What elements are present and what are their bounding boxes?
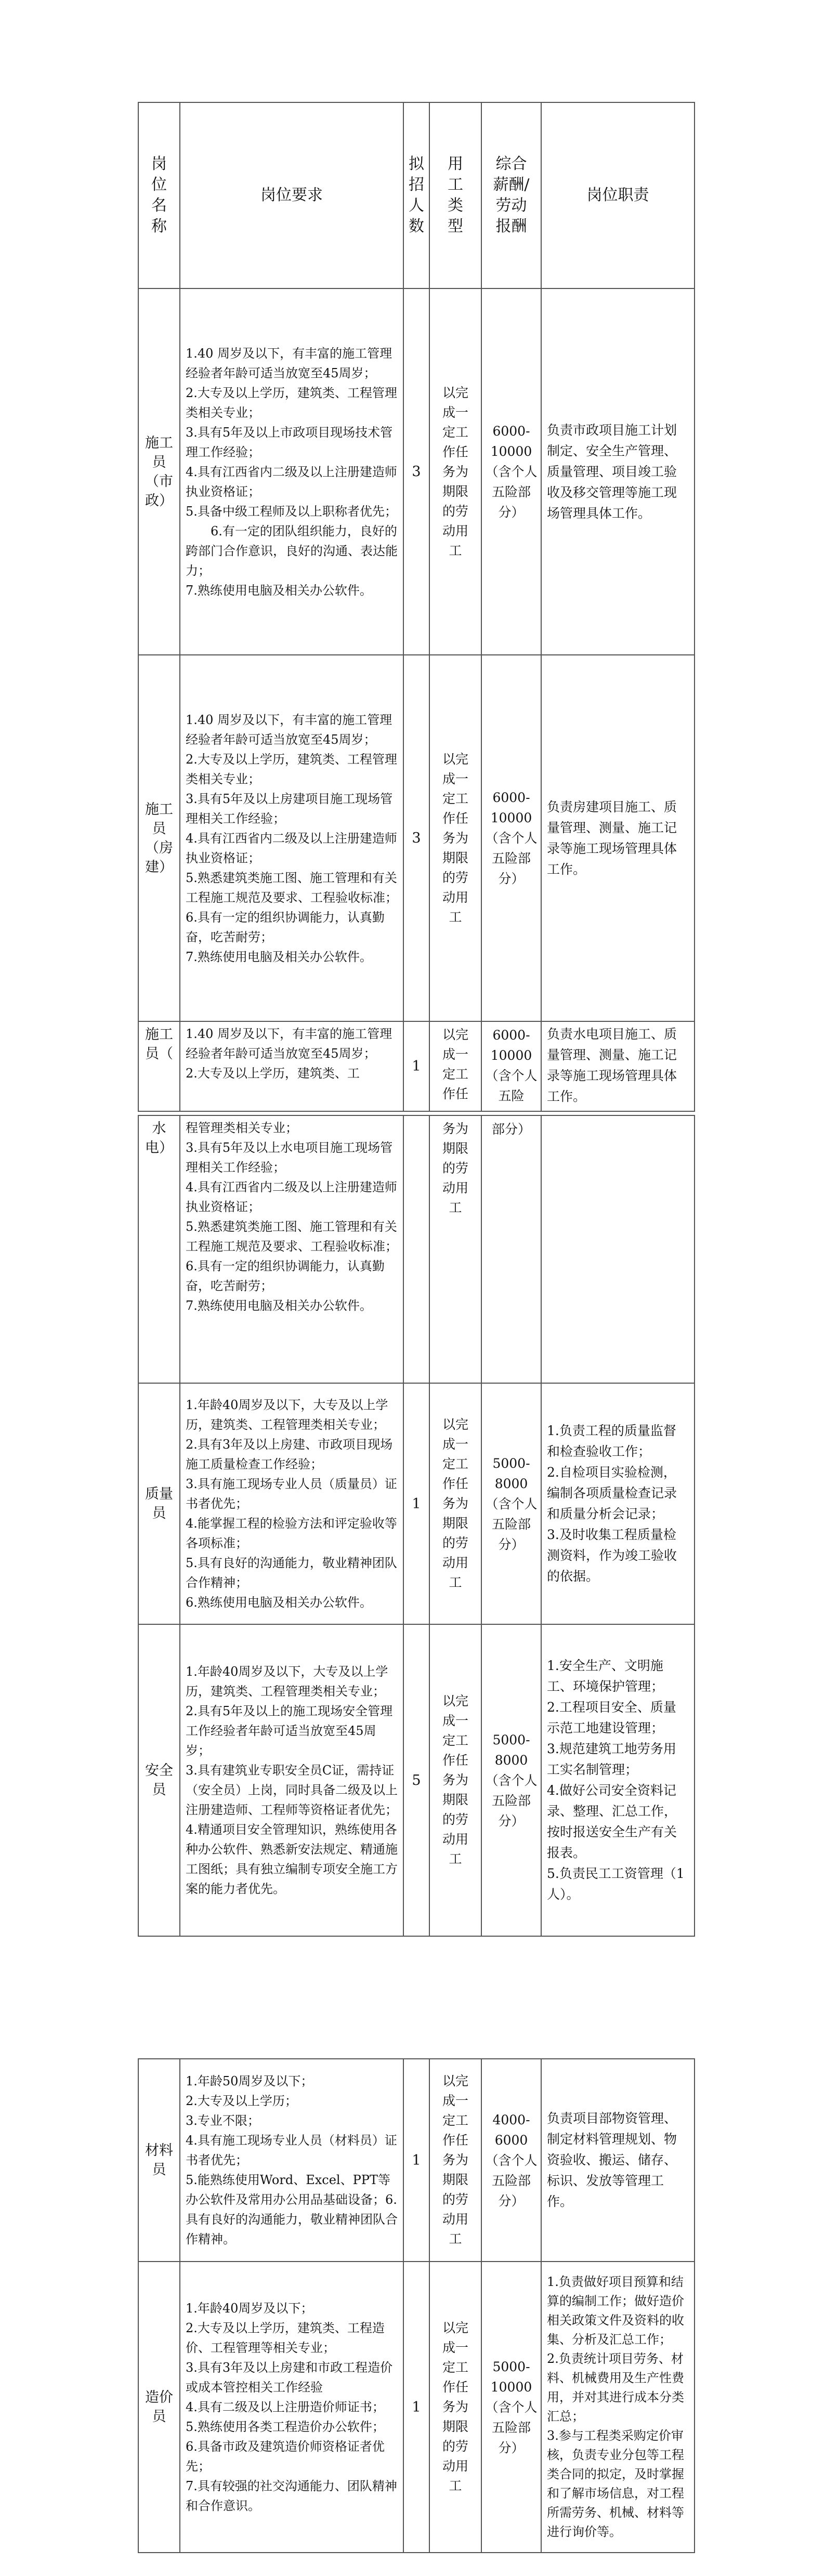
requirement-item: 5.具备中级工程师及以上职称者优先； — [186, 504, 397, 519]
salary-part: 部分） — [481, 1115, 541, 1383]
header-salary: 综合薪酬/劳动报酬 — [481, 102, 541, 288]
table-header-row — [138, 102, 695, 288]
position-name: 材料员 — [138, 2059, 180, 2262]
requirement-item: 1.40 周岁及以下，有丰富的施工管理经验者年龄可适当放宽至45周岁； — [186, 346, 392, 380]
requirement-item: 1.年龄40周岁及以下，大专及以上学历，建筑类、工程管理类相关专业； — [186, 1398, 388, 1432]
requirement-item: 程管理类相关专业； — [186, 1121, 298, 1135]
position-name: 安全员 — [138, 1624, 180, 1936]
requirement-item: 7.熟练使用电脑及相关办公软件。 — [186, 1298, 372, 1313]
recruitment-table-page-3 — [138, 2058, 695, 2553]
header-requirements: 岗位要求 — [180, 102, 403, 288]
salary: 4000-6000（含个人五险部分） — [481, 2059, 541, 2262]
requirement-item: 2.大专及以上学历，建筑类、工 — [186, 1066, 360, 1081]
recruitment-table-page-1 — [138, 102, 695, 1112]
salary: 5000-8000（含个人五险部分） — [481, 1624, 541, 1936]
salary: 6000-10000（含个人五险部分） — [481, 288, 541, 655]
requirements-cell — [180, 655, 403, 1021]
header-type: 用工类型 — [429, 102, 481, 288]
requirements-cell — [180, 1383, 403, 1624]
requirement-item: 3.具有5年及以上市政项目现场技术管理工作经验； — [186, 425, 393, 459]
requirement-item: 4.具有江西省内二级及以上注册建造师执业资格证； — [186, 1180, 397, 1214]
hire-count: 1 — [403, 2059, 429, 2262]
requirement-item: 7.熟练使用电脑及相关办公软件。 — [186, 583, 372, 598]
employment-type: 以完成一定工作任务为期限的劳动用工 — [429, 655, 481, 1021]
requirement-item: 3.具有3年及以上房建和市政工程造价或成本管控相关工作经验 — [186, 2360, 393, 2395]
requirement-item: 5.熟练使用各类工程造价办公软件； — [186, 2420, 385, 2434]
hire-count: 1 — [403, 1383, 429, 1624]
table-row — [138, 1115, 695, 1383]
requirements-cell — [180, 288, 403, 655]
requirement-item: 3.具有建筑业专职安全员C证，需持证（安全员）上岗，同时具备二级及以上注册建造师、工程师等资格证者优先； — [186, 1763, 398, 1817]
duty: 1.负责工程的质量监督和检查验收工作； 2.自检项目实验检测，编制各项质量检查记录和质量分析会记录； 3.及时收集工程质量检测资料，作为竣工验收的依据。 — [541, 1383, 695, 1624]
requirement-item: 5.能熟练使用Word、Excel、PPT等办公软件及常用办公用品基础设备；6.具有良好的沟通能力，敬业精神团队合作精神。 — [186, 2173, 398, 2246]
header-duty: 岗位职责 — [541, 102, 695, 288]
requirement-item: 5.熟悉建筑类施工图、施工管理和有关工程施工规范及要求、工程验收标准； — [186, 1219, 398, 1254]
duty: 负责市政项目施工计划制定、安全生产管理、质量管理、项目竣工验收及移交管理等施工现场管理具体工作。 — [541, 288, 695, 655]
table-row — [138, 2059, 695, 2262]
salary: 6000-10000（含个人五险部分） — [481, 655, 541, 1021]
requirement-item: 6.具有一定的组织协调能力，认真勤奋，吃苦耐劳； — [186, 910, 385, 944]
position-name: 施工员（市政） — [138, 288, 180, 655]
requirement-item: 5.具有良好的沟通能力，敬业精神团队合作精神； — [186, 1556, 397, 1590]
requirements-cell — [180, 2262, 403, 2553]
duty: 负责水电项目施工、质量管理、测量、施工记录等施工现场管理具体工作。 — [541, 1021, 695, 1111]
requirement-item: 1.40 周岁及以下，有丰富的施工管理经验者年龄可适当放宽至45周岁； — [186, 1027, 392, 1061]
employment-type-part: 务为期限的劳动用工 — [429, 1115, 481, 1383]
requirement-item: 5.熟悉建筑类施工图、施工管理和有关工程施工规范及要求、工程验收标准； — [186, 870, 398, 905]
header-count: 拟招人数 — [403, 102, 429, 288]
requirement-item: 7.熟练使用电脑及相关办公软件。 — [186, 949, 372, 964]
requirement-item: 1.年龄40周岁及以下，大专及以上学历，建筑类、工程管理类相关专业； — [186, 1664, 388, 1699]
requirement-item: 4.具有江西省内二级及以上注册建造师执业资格证； — [186, 831, 397, 865]
requirement-item: 6.具备市政及建筑造价师资格证者优先； — [186, 2439, 385, 2474]
requirement-item: 1.40 周岁及以下，有丰富的施工管理经验者年龄可适当放宽至45周岁； — [186, 712, 392, 747]
requirements-cell — [180, 2059, 403, 2262]
table-row — [138, 1624, 695, 1936]
employment-type-part: 以完成一定工作任 — [429, 1021, 481, 1111]
requirement-item: 2.具有5年及以上的施工现场安全管理工作经验者年龄可适当放宽至45周岁； — [186, 1704, 393, 1758]
duty: 1.安全生产、文明施工、环境保护管理； 2.工程项目安全、质量示范工地建设管理； 3.规范建筑工地劳务用工实名制管理； 4.做好公司安全资料记录、整理、汇总工作，按时报送安全生产有关报表。 5.负责民工工资管理（1人）。 — [541, 1624, 695, 1936]
table-row — [138, 1021, 695, 1111]
requirements-cell — [180, 1624, 403, 1936]
hire-count: 3 — [403, 655, 429, 1021]
requirement-item: 4.具有二级及以上注册造价师证书； — [186, 2400, 385, 2414]
requirements-cell — [180, 1021, 403, 1111]
table-row — [138, 288, 695, 655]
employment-type: 以完成一定工作任务为期限的劳动用工 — [429, 288, 481, 655]
table-row — [138, 2262, 695, 2553]
position-name: 质量员 — [138, 1383, 180, 1624]
hire-count: 1 — [403, 2262, 429, 2553]
employment-type: 以完成一定工作任务为期限的劳动用工 — [429, 1383, 481, 1624]
requirement-item: 2.大专及以上学历； — [186, 2094, 297, 2108]
requirement-item: 2.大专及以上学历，建筑类、工程造价、工程管理等相关专业； — [186, 2321, 385, 2355]
requirement-item: 6.具有一定的组织协调能力，认真勤奋，吃苦耐劳； — [186, 1259, 385, 1293]
requirement-item: 2.大专及以上学历，建筑类、工程管理类相关专业； — [186, 752, 397, 786]
duty: 负责房建项目施工、质量管理、测量、施工记录等施工现场管理具体工作。 — [541, 655, 695, 1021]
position-name-part: 施工员（ — [138, 1021, 180, 1111]
requirements-cell — [180, 1115, 403, 1383]
requirement-item: 4.精通项目安全管理知识，熟练使用各种办公软件、熟悉新安法规定、精通施工图纸；具有独立编制专项安全施工方案的能力者优先。 — [186, 1822, 398, 1896]
table-row — [138, 1383, 695, 1624]
employment-type: 以完成一定工作任务为期限的劳动用工 — [429, 2262, 481, 2553]
requirement-item: 3.具有5年及以上房建项目施工现场管理相关工作经验； — [186, 791, 393, 826]
requirement-item: 3.具有5年及以上水电项目施工现场管理相关工作经验； — [186, 1140, 393, 1175]
requirement-item: 4.具有施工现场专业人员（材料员）证书者优先； — [186, 2133, 397, 2167]
table-row — [138, 655, 695, 1021]
position-name: 施工员（房建） — [138, 655, 180, 1021]
salary-part: 6000-10000（含个人五险 — [481, 1021, 541, 1111]
requirement-item: 2.大专及以上学历，建筑类、工程管理类相关专业； — [186, 385, 397, 420]
requirement-item: 6.有一定的团队组织能力，良好的跨部门合作意识，良好的沟通、表达能力； — [186, 523, 398, 578]
duty: 1.负责做好项目预算和结算的编制工作；做好造价相关政策文件及资料的收集、分析及汇总工作； 2.负责统计项目劳务、材料、机械费用及生产性费用，并对其进行成本分类汇总； 3.参与工程类采购定价审核，负责专业分包等工程类合同的拟定，及时掌握和了解市场信息，对工程所需劳务、机械、材料等进行询价等。 — [541, 2262, 695, 2553]
hire-count: 5 — [403, 1624, 429, 1936]
hire-count: 1 — [403, 1021, 429, 1111]
requirement-item: 3.专业不限； — [186, 2113, 260, 2128]
requirement-item: 4.具有江西省内二级及以上注册建造师执业资格证； — [186, 464, 397, 499]
hire-count: 3 — [403, 288, 429, 655]
recruitment-table-page-2 — [138, 1115, 695, 1937]
requirement-item: 3.具有施工现场专业人员（质量员）证书者优先； — [186, 1477, 397, 1511]
employment-type: 以完成一定工作任务为期限的劳动用工 — [429, 2059, 481, 2262]
requirement-item: 6.熟练使用电脑及相关办公软件。 — [186, 1595, 372, 1610]
requirement-item: 7.具有较强的社交沟通能力、团队精神和合作意识。 — [186, 2479, 397, 2513]
requirement-item: 4.能掌握工程的检验方法和评定验收等各项标准； — [186, 1516, 397, 1550]
header-position-name: 岗位名称 — [138, 102, 180, 288]
position-name-part: 水电） — [138, 1115, 180, 1383]
employment-type: 以完成一定工作任务为期限的劳动用工 — [429, 1624, 481, 1936]
requirement-item: 1.年龄50周岁及以下； — [186, 2074, 313, 2088]
duty: 负责项目部物资管理、制定材料管理规划、物资验收、搬运、储存、标识、发放等管理工作。 — [541, 2059, 695, 2262]
requirement-item: 1.年龄40周岁及以下； — [186, 2301, 313, 2316]
requirement-item: 2.具有3年及以上房建、市政项目现场施工质量检查工作经验； — [186, 1437, 393, 1471]
salary: 5000-10000（含个人五险部分） — [481, 2262, 541, 2553]
position-name: 造价员 — [138, 2262, 180, 2553]
salary: 5000-8000（含个人五险部分） — [481, 1383, 541, 1624]
